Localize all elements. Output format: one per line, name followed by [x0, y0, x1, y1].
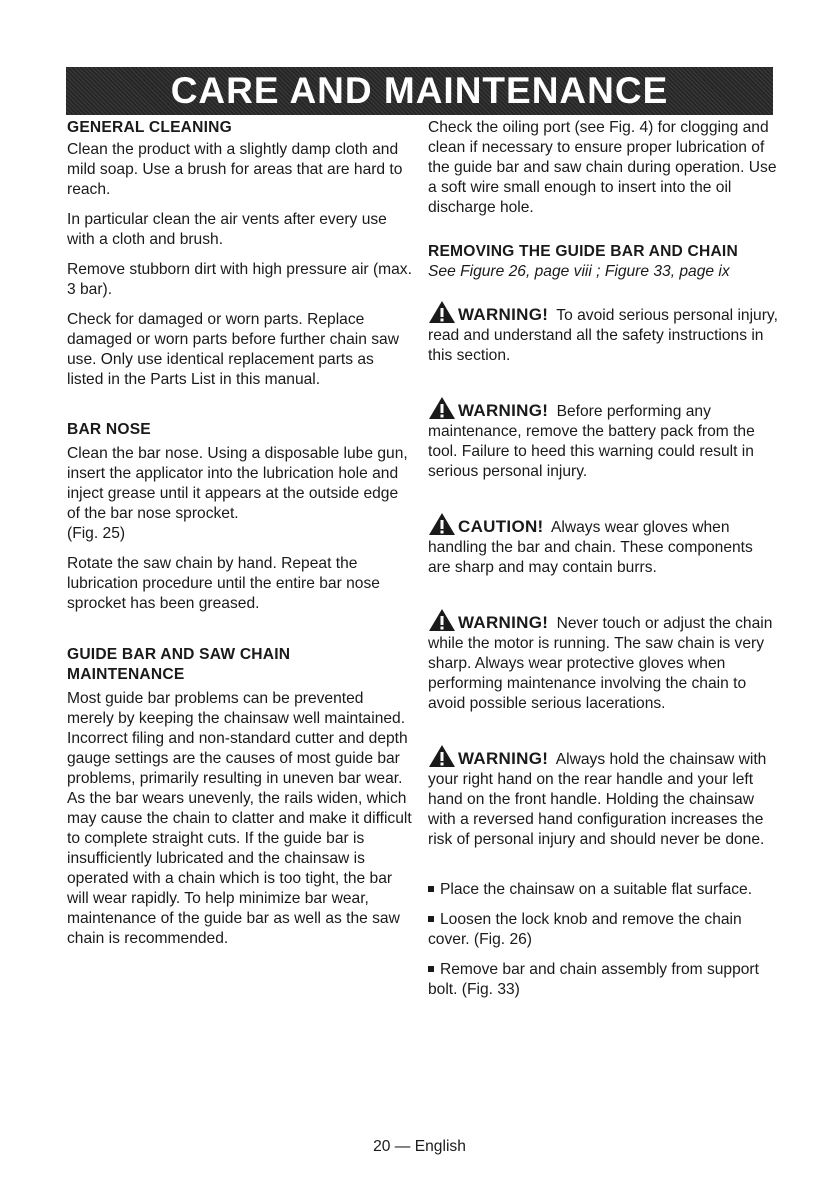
general-cleaning-paragraph: Remove stubborn dirt with high pressure air (max. 3 bar). [67, 261, 412, 298]
removing-heading: REMOVING THE GUIDE BAR AND CHAIN [428, 243, 738, 260]
general-cleaning-paragraph: In particular clean the air vents after every use with a cloth and brush. [67, 211, 387, 248]
figure-reference: See Figure 26, page viii ; Figure 33, page ix [428, 263, 730, 280]
general-cleaning-paragraph: Clean the product with a slightly damp cloth and mild soap. Use a brush for areas that are hard to reach. [67, 141, 403, 198]
oiling-port-paragraph: Check the oiling port (see Fig. 4) for clogging and clean if necessary to ensure proper lubrication of the guide bar and saw chain during operation. Use a soft wire small enough to insert into the oil discharge hole. [428, 119, 777, 216]
guide-bar-heading [67, 645, 412, 685]
bar-nose-paragraph: Clean the bar nose. Using a disposable lube gun, insert the applicator into the lubrication hole and inject grease until it appears at the outside edge of the bar nose sprocket. [67, 445, 408, 522]
bar-nose-figure-ref: (Fig. 25) [67, 525, 126, 542]
notice-text: Always wear gloves when handling the bar and chain. These components are sharp and may contain burrs. [428, 519, 753, 576]
notice-label: WARNING! [458, 305, 549, 324]
guide-bar-heading-line1: GUIDE BAR AND SAW CHAIN [67, 646, 291, 663]
step-item [428, 910, 778, 950]
guide-bar-heading-line2: MAINTENANCE [67, 666, 185, 683]
general-cleaning-heading: GENERAL CLEANING [67, 119, 232, 136]
guide-bar-paragraph: Most guide bar problems can be prevented merely by keeping the chainsaw well maintained. Incorrect filing and non-standard cutter and depth gauge settings are the causes of most guide bar problems, primarily resulting in uneven bar wear. As the bar wears unevenly, the rails widen, which may cause the chain to clatter and make it difficult to complete straight cuts. If the guide bar is insufficiently lubricated and the chainsaw is operated with a chain which is too tight, the bar will wear rapidly. To help minimize bar wear, maintenance of the guide bar as well as the saw chain is recommended. [67, 690, 412, 947]
warning-notice [428, 608, 778, 714]
right-column [428, 118, 778, 1010]
page-title: CARE AND MAINTENANCE [170, 70, 669, 111]
notice-label: WARNING! [458, 613, 549, 632]
step-text: Remove bar and chain assembly from support bolt. (Fig. 33) [428, 961, 759, 998]
warning-triangle-icon [428, 300, 456, 324]
general-cleaning-paragraph: Check for damaged or worn parts. Replace damaged or worn parts before further chain saw use. Only use identical replacement parts as listed in the Parts List in this manual. [67, 311, 399, 388]
section-banner [66, 67, 773, 115]
warning-triangle-icon [428, 744, 456, 768]
caution-triangle-icon [428, 512, 456, 536]
warning-notice [428, 300, 778, 366]
notice-label: WARNING! [458, 749, 549, 768]
bar-nose-paragraph: Rotate the saw chain by hand. Repeat the lubrication procedure until the entire bar nose sprocket has been greased. [67, 555, 380, 612]
page-footer: 20 — English [373, 1138, 466, 1155]
step-item [428, 880, 778, 900]
notice-label: CAUTION! [458, 517, 544, 536]
left-column [67, 118, 412, 959]
warning-notice [428, 396, 778, 482]
bullet-icon [428, 886, 434, 892]
notice-label: WARNING! [458, 401, 549, 420]
notice-text: Never touch or adjust the chain while the motor is running. The saw chain is very sharp. Always wear protective gloves when performing maintenance involving the chain to avoid possible serious lacerations. [428, 615, 773, 712]
caution-notice [428, 512, 778, 578]
bar-nose-heading: BAR NOSE [67, 421, 151, 438]
step-text: Loosen the lock knob and remove the chain cover. (Fig. 26) [428, 911, 742, 948]
warning-triangle-icon [428, 396, 456, 420]
step-item [428, 960, 778, 1000]
notice-text: Before performing any maintenance, remove the battery pack from the tool. Failure to heed this warning could result in serious personal injury. [428, 403, 755, 480]
bullet-icon [428, 966, 434, 972]
warning-notice [428, 744, 778, 850]
notice-text: To avoid serious personal injury, read and understand all the safety instructions in this section. [428, 307, 778, 364]
bullet-icon [428, 916, 434, 922]
warning-triangle-icon [428, 608, 456, 632]
notice-text: Always hold the chainsaw with your right hand on the rear handle and your left hand on the front handle. Holding the chainsaw with a reversed hand configuration increases the risk of personal injury and should never be done. [428, 751, 767, 848]
step-text: Place the chainsaw on a suitable flat surface. [440, 881, 753, 898]
